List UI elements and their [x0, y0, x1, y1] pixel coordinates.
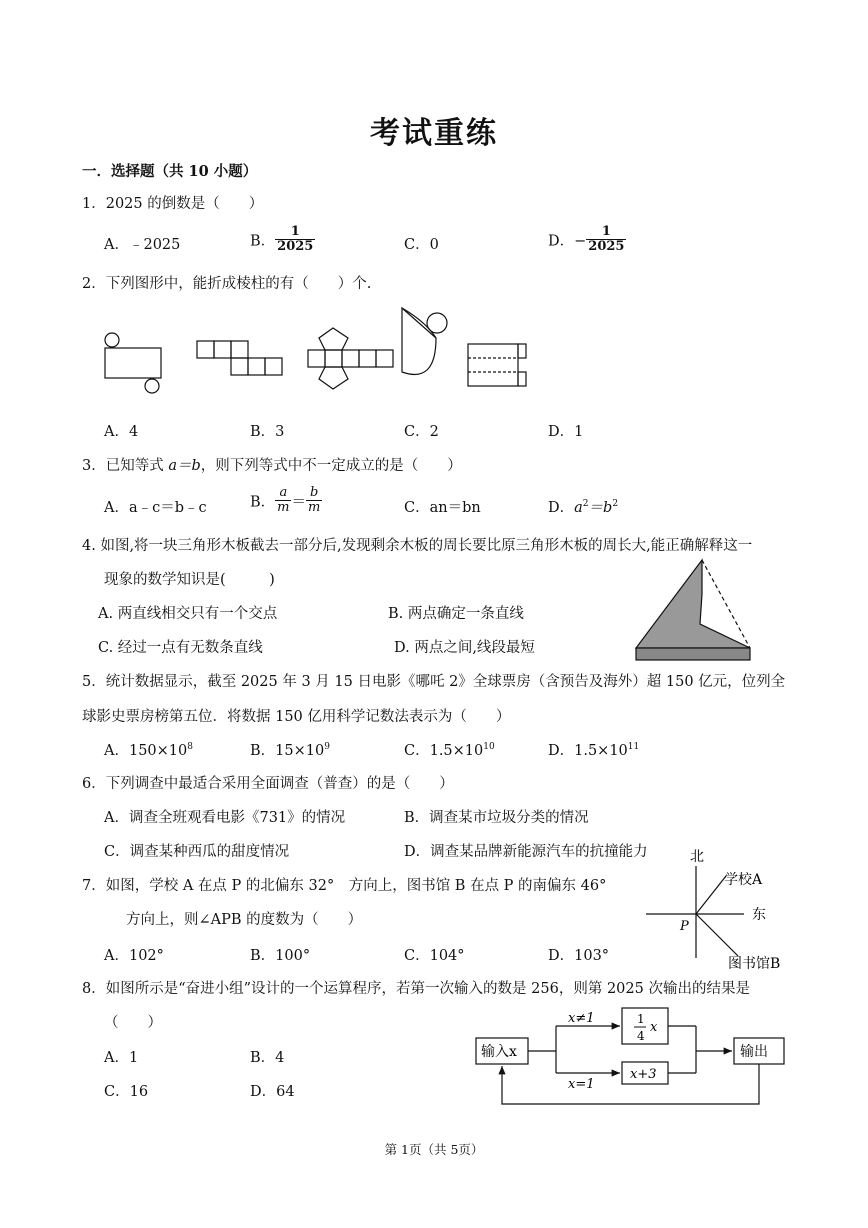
q6-option-b: B．调查某市垃圾分类的情况 [404, 810, 589, 826]
q4-stem-line1: 4. 如图,将一块三角形木板截去一部分后,发现剩余木板的周长要比原三角形木板的周长大,能正确解释这一 [82, 538, 753, 554]
q3-stem: 3．已知等式 a＝b，则下列等式中不一定成立的是（ ） [82, 458, 462, 474]
q7-option-b: B．100° [250, 948, 311, 964]
output-box-label: 输出 [740, 1044, 768, 1060]
condition-one: x=1 [568, 1077, 595, 1092]
q5-option-b: B．$15\times 10^9$ [250, 742, 330, 759]
q8-stem-line1: 8．如图所示是“奋进小组”设计的一个运算程序，若第一次输入的数是 256，则第 2025 次输出的结果是 [82, 981, 750, 997]
op1-denominator: 4 [637, 1029, 645, 1043]
q6-stem: 6．下列调查中最适合采用全面调查（普查）的是（ ） [82, 776, 454, 792]
q7-stem-line1: 7．如图，学校 A 在点 P 的北偏东 32° 方向上，图书馆 B 在点 P 的南偏东 46° [82, 878, 607, 894]
q5-stem-line2: 球影史票房榜第五位．将数据 150 亿用科学记数法表示为（ ） [82, 709, 511, 725]
q6-option-c: C．调查某种西瓜的甜度情况 [104, 844, 290, 860]
op2-label: x+3 [630, 1067, 657, 1082]
east-label: 东 [752, 907, 766, 923]
q5-option-a: A．$150\times 10^8$ [104, 742, 193, 759]
q7-option-d: D．103° [548, 948, 610, 964]
q1-option-c: C．0 [404, 237, 439, 253]
q2-option-c: C．2 [404, 424, 439, 440]
q3-option-a: A．a﹣c＝b﹣c [104, 500, 207, 516]
q8-option-a: A．1 [104, 1050, 139, 1066]
q4-option-c: C. 经过一点有无数条直线 [98, 640, 263, 656]
q7-direction-figure [640, 846, 790, 972]
op1-numerator: 1 [637, 1012, 645, 1026]
q4-stem-line2: 现象的数学知识是( ) [104, 572, 275, 588]
q2-option-b: B．3 [250, 424, 285, 440]
q7-option-c: C．104° [404, 948, 465, 964]
q4-triangle-figure [632, 556, 756, 664]
q2-option-d: D．1 [548, 424, 584, 440]
q1-option-a: A．﹣2025 [104, 237, 181, 253]
q8-stem-line2: （ ） [104, 1015, 162, 1031]
section-heading: 一．选择题（共 10 小题） [82, 163, 258, 180]
q1-option-b: B． $\frac{1}{2025}$ [250, 224, 314, 255]
school-a-label: 学校A [724, 872, 763, 888]
q2-stem: 2．下列图形中，能折成棱柱的有（ ）个. [82, 276, 372, 292]
q8-flowchart-figure [470, 1004, 790, 1108]
q6-option-a: A．调查全班观看电影《731》的情况 [104, 810, 346, 826]
q2-nets-figure [100, 302, 530, 394]
q4-option-d: D. 两点之间,线段最短 [394, 640, 535, 656]
q6-option-d: D．调查某品牌新能源汽车的抗撞能力 [404, 844, 648, 860]
q5-stem-line1: 5．统计数据显示，截至 2025 年 3 月 15 日电影《哪吒 2》全球票房（含预告及海外）超 150 亿元，位列全 [82, 674, 786, 690]
q5-option-d: D．$1.5\times 10^{11}$ [548, 742, 640, 759]
q4-option-b: B. 两点确定一条直线 [388, 606, 524, 622]
input-box-label: 输入x [481, 1044, 517, 1060]
q5-option-c: C．$1.5\times 10^{10}$ [404, 742, 495, 759]
q7-option-a: A．102° [104, 948, 164, 964]
q8-option-d: D．64 [250, 1084, 295, 1100]
point-p-label: P [680, 919, 689, 934]
condition-not-one: x≠1 [568, 1011, 595, 1026]
op1-variable: x [650, 1020, 658, 1035]
q7-stem-line2: 方向上，则∠APB 的度数为（ ） [126, 912, 363, 928]
q8-option-c: C．16 [104, 1084, 149, 1100]
q3-option-d: D．$a^2=b^2$ [548, 499, 619, 516]
library-b-label: 图书馆B [728, 956, 781, 972]
page-footer: 第 1页（共 5页） [384, 1142, 484, 1157]
q3-option-c: C．an＝bn [404, 500, 481, 516]
q2-option-a: A．4 [104, 424, 139, 440]
q1-option-d: D．− $\frac{1}{2025}$ [548, 224, 625, 255]
page-title: 考试重练 [370, 116, 498, 151]
q4-option-a: A. 两直线相交只有一个交点 [98, 606, 278, 622]
q3-option-b: B． $\frac{a}{m}$ ＝ $\frac{b}{m}$ [250, 485, 321, 516]
north-label: 北 [690, 849, 704, 865]
q1-stem: 1．2025 的倒数是（ ） [82, 196, 264, 212]
q8-option-b: B．4 [250, 1050, 285, 1066]
